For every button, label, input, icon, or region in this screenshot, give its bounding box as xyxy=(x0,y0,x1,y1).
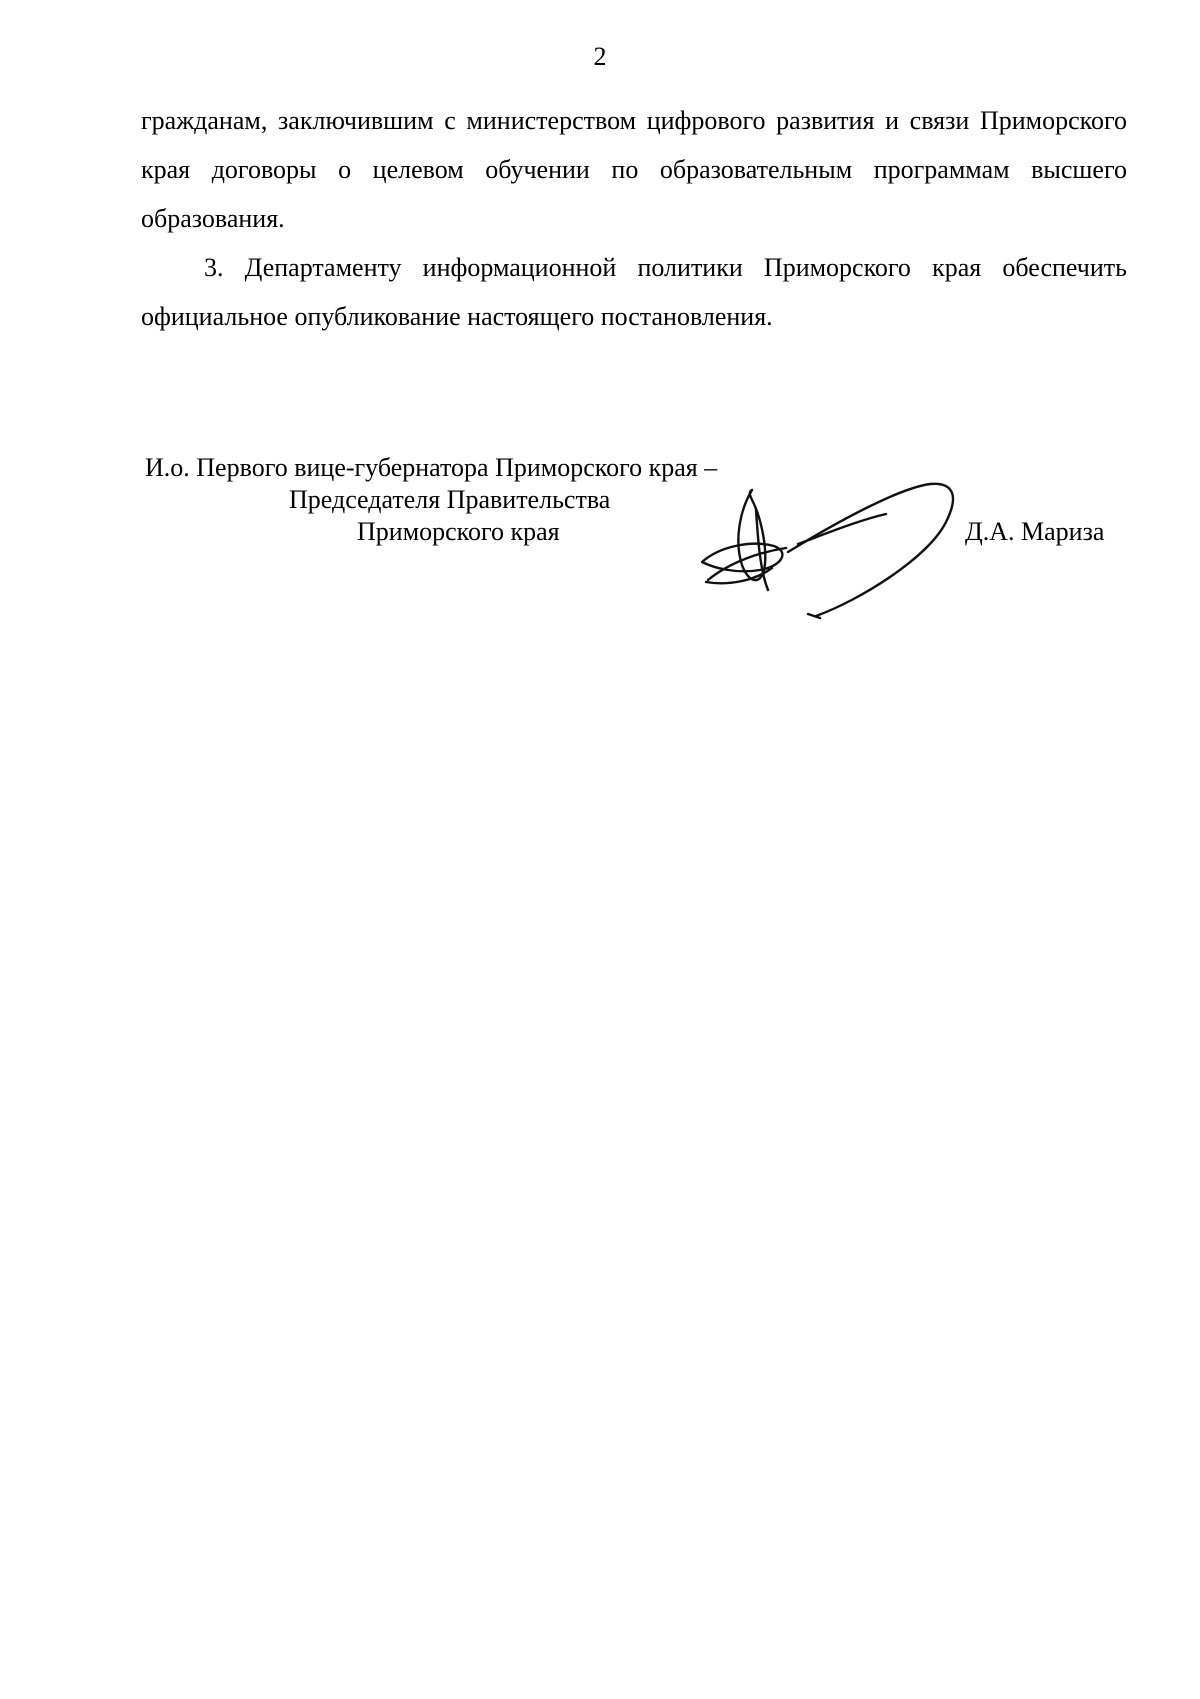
body-paragraph: гражданам, заключившим с министерством цифрового развития и связи Приморского края договоры о целевом обучении по образовательным программам высшего образования. xyxy=(141,106,1127,233)
signer-name: Д.А. Мариза xyxy=(965,517,1105,546)
signer-position-line: Председателя Правительства xyxy=(289,485,611,514)
document-body xyxy=(141,96,1127,341)
signer-position-line: Приморского края xyxy=(357,517,560,546)
signer-position-line: И.о. Первого вице-губернатора Приморского края – xyxy=(145,453,718,482)
page-number: 2 xyxy=(593,42,607,71)
body-paragraph: 3. Департаменту информационной политики Приморского края обеспечить официальное опубликование настоящего постановления. xyxy=(141,253,1127,331)
handwritten-signature xyxy=(690,470,1000,620)
